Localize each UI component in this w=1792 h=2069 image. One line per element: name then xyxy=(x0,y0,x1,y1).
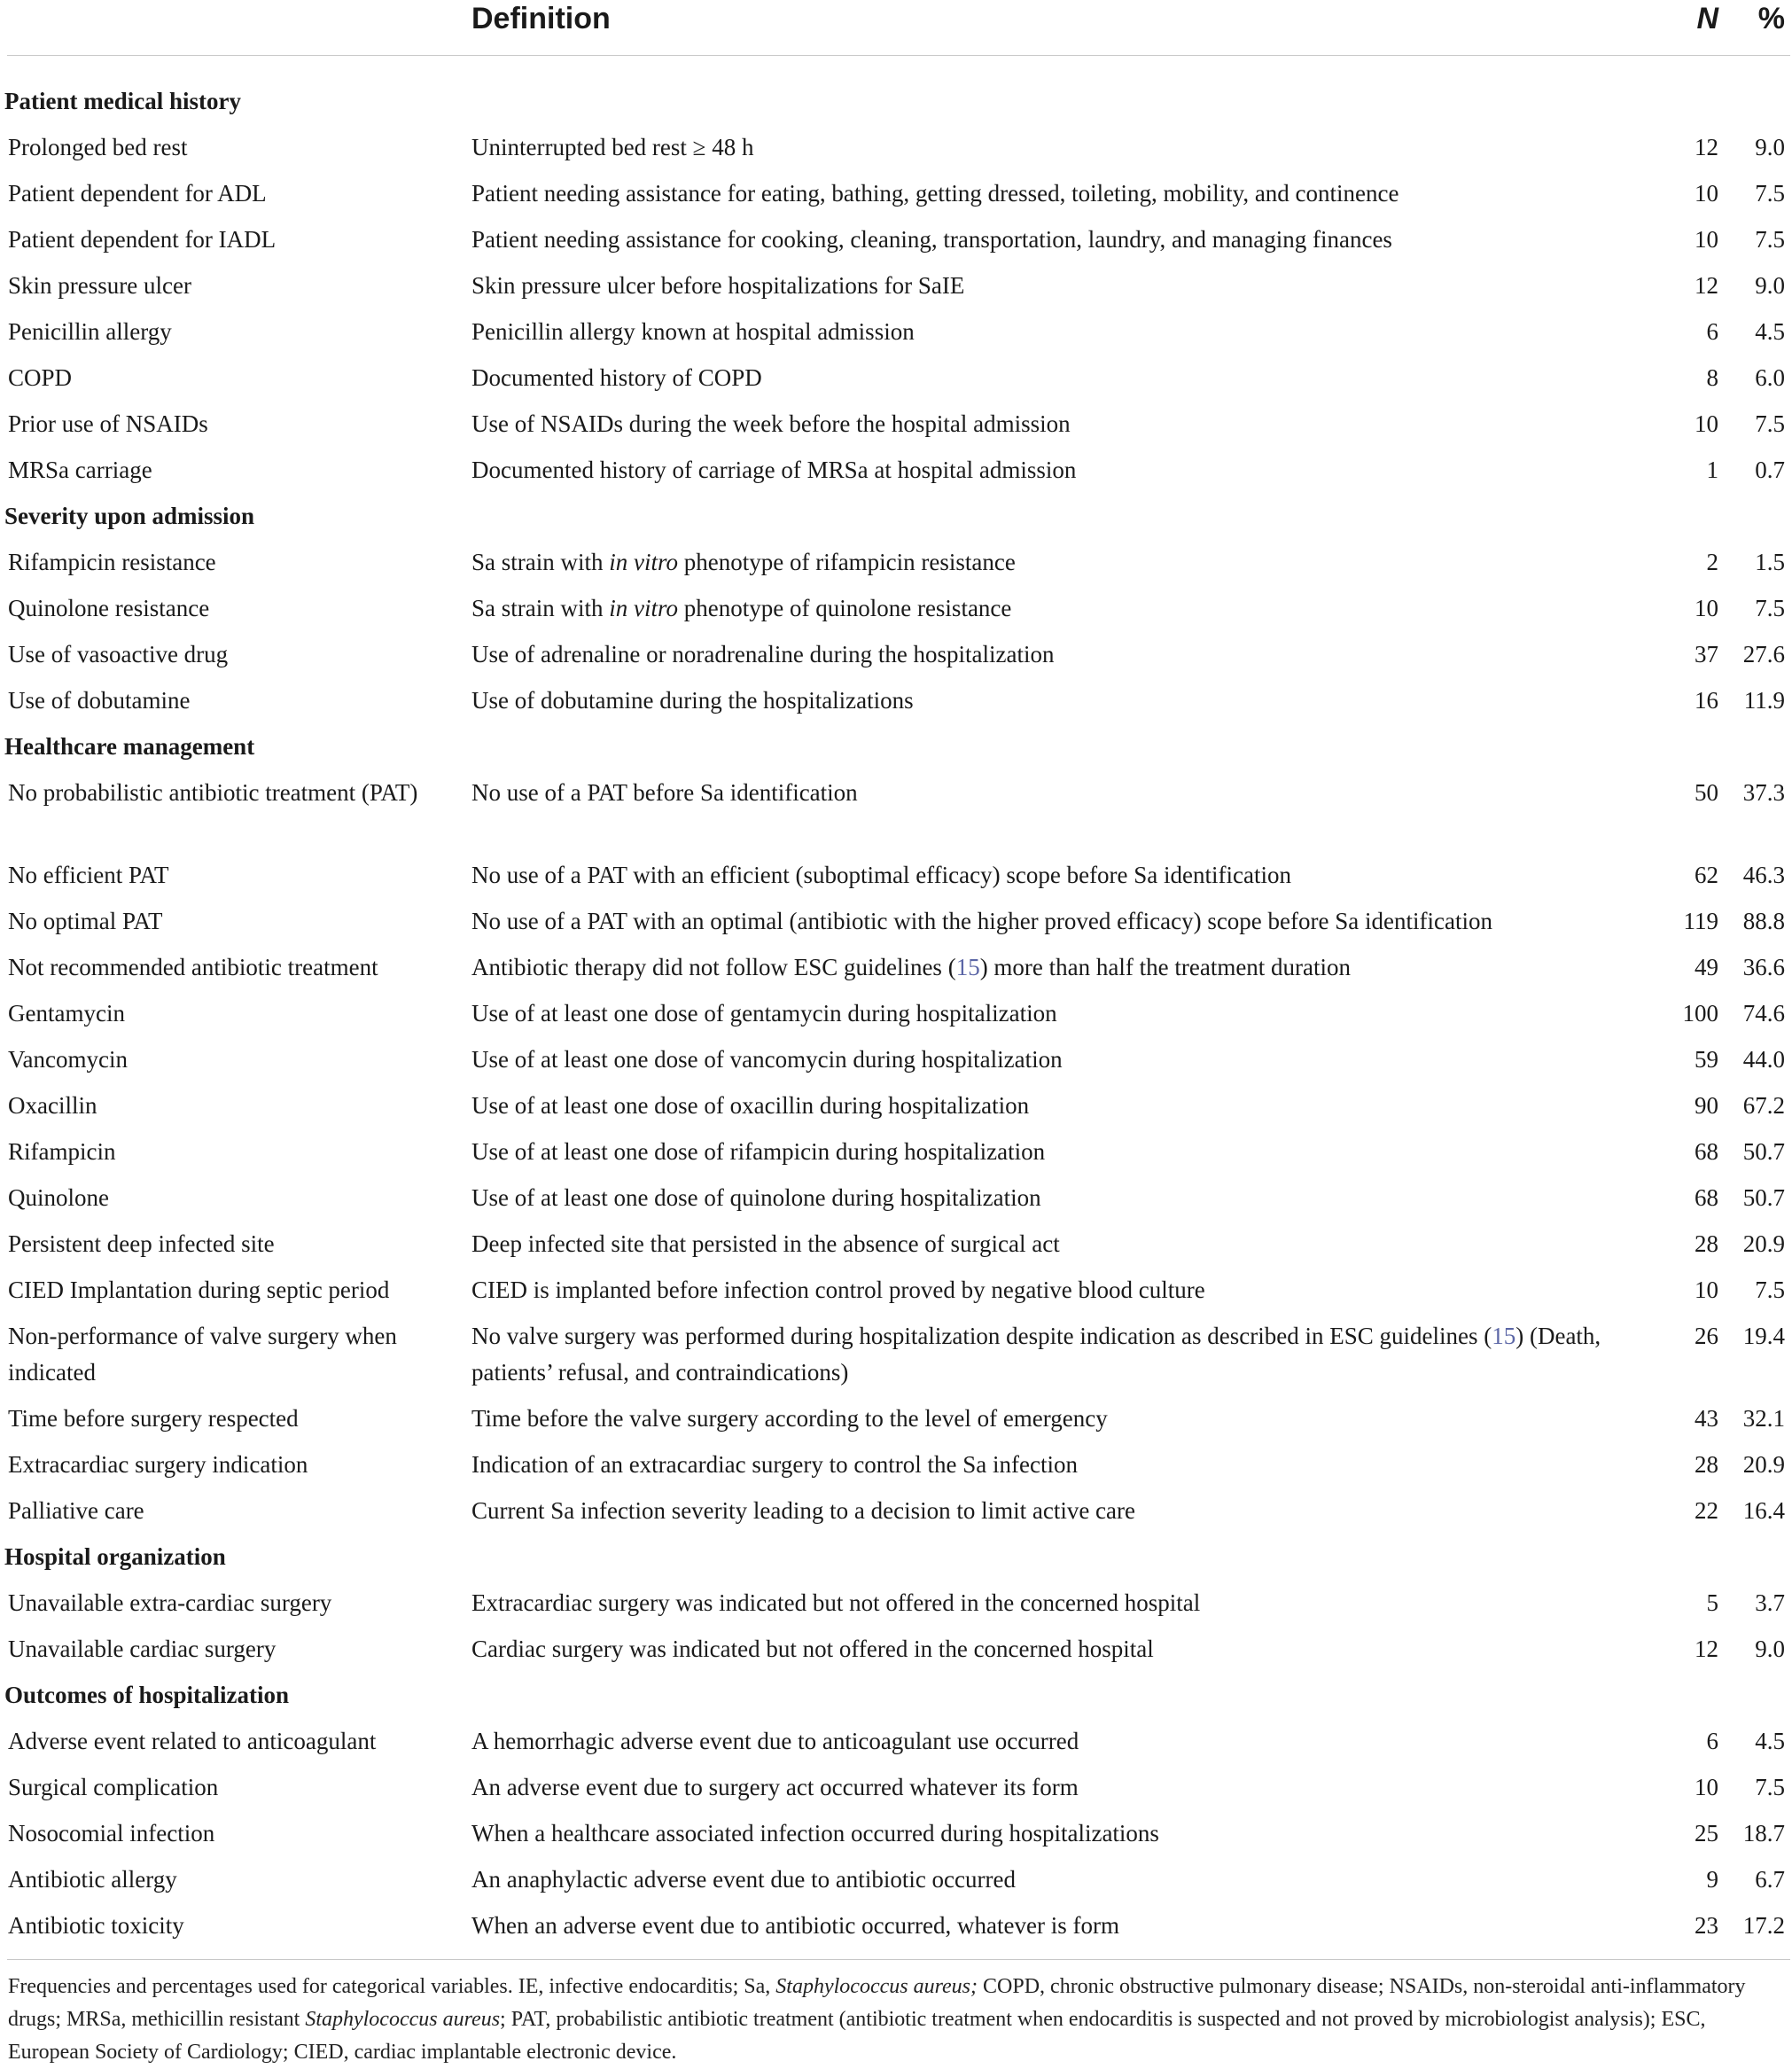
footnote-italic-1: Staphylococcus aureus; xyxy=(775,1975,978,1998)
row-percent: 27.6 xyxy=(1742,641,1785,668)
definition-italic: in vitro xyxy=(609,595,678,621)
row-percent: 6.0 xyxy=(1755,364,1785,391)
row-count: 10 xyxy=(1695,180,1718,207)
row-percent: 67.2 xyxy=(1742,1092,1785,1119)
footnote-text-3: ; PAT, probabilistic antibiotic treatment (antibiotic treatment when endocarditis is suspected and not proved by microbiologist analysis); ESC, European Society of Cardiology; CIED, cardiac implantable electronic device. xyxy=(8,2008,1706,2064)
row-definition: Indication of an extracardiac surgery to control the Sa infection xyxy=(471,1451,1078,1478)
section-header-row xyxy=(0,493,1792,539)
row-percent: 0.7 xyxy=(1755,457,1785,483)
table-row xyxy=(0,308,1792,355)
definition-text: phenotype of rifampicin resistance xyxy=(678,549,1016,575)
row-count: 2 xyxy=(1706,549,1718,575)
table-row xyxy=(0,216,1792,262)
row-count: 50 xyxy=(1695,779,1718,806)
row-label: Unavailable cardiac surgery xyxy=(8,1636,277,1662)
table-row xyxy=(0,1856,1792,1902)
definition-text: ) more than half the treatment duration xyxy=(979,954,1352,980)
table-row xyxy=(0,539,1792,585)
row-count: 49 xyxy=(1695,954,1718,980)
row-definition: Deep infected site that persisted in the absence of surgical act xyxy=(471,1230,1060,1257)
section-header-row xyxy=(0,1534,1792,1580)
row-label: Prior use of NSAIDs xyxy=(8,410,208,437)
row-percent: 9.0 xyxy=(1755,134,1785,160)
row-percent: 88.8 xyxy=(1742,908,1785,934)
row-definition: Documented history of carriage of MRSa at hospital admission xyxy=(471,457,1077,483)
row-label: MRSa carriage xyxy=(8,457,152,483)
row-definition: Use of at least one dose of rifampicin during hospitalization xyxy=(471,1138,1046,1165)
row-count: 62 xyxy=(1695,862,1718,888)
row-percent: 3.7 xyxy=(1755,1589,1785,1616)
section-header-row xyxy=(0,723,1792,769)
row-count: 28 xyxy=(1695,1230,1718,1257)
row-percent: 16.4 xyxy=(1742,1497,1785,1524)
row-percent: 36.6 xyxy=(1742,954,1785,980)
row-label: Quinolone resistance xyxy=(8,595,210,621)
row-definition: Penicillin allergy known at hospital admission xyxy=(471,318,915,345)
row-label: COPD xyxy=(8,364,73,391)
definition-text: Sa strain with xyxy=(471,595,610,621)
table-row xyxy=(0,1441,1792,1487)
row-percent: 17.2 xyxy=(1742,1912,1785,1939)
header-percent: % xyxy=(1757,2,1785,35)
row-definition: Use of NSAIDs during the week before the hospital admission xyxy=(471,410,1071,437)
table-row xyxy=(0,990,1792,1036)
table-row xyxy=(0,1082,1792,1128)
row-definition: When an adverse event due to antibiotic occurred, whatever is form xyxy=(471,1912,1119,1939)
row-definition: No use of a PAT with an efficient (suboptimal efficacy) scope before Sa identification xyxy=(471,862,1291,888)
row-count: 16 xyxy=(1695,687,1718,714)
row-label: Patient dependent for IADL xyxy=(8,226,277,253)
table-row xyxy=(0,1395,1792,1441)
row-label: Persistent deep infected site xyxy=(8,1230,275,1257)
table-row xyxy=(0,898,1792,944)
table-row xyxy=(0,1626,1792,1672)
row-definition: An adverse event due to surgery act occurred whatever its form xyxy=(471,1774,1079,1800)
row-label: Unavailable extra-cardiac surgery xyxy=(8,1589,332,1616)
table-row xyxy=(0,170,1792,216)
row-definition xyxy=(471,949,1624,986)
footer-rule xyxy=(7,1959,1790,1960)
row-count: 6 xyxy=(1706,1728,1718,1754)
table-row xyxy=(0,1810,1792,1856)
row-count: 5 xyxy=(1706,1589,1718,1616)
row-percent: 7.5 xyxy=(1755,595,1785,621)
row-definition: Use of at least one dose of oxacillin during hospitalization xyxy=(471,1092,1030,1119)
table-row xyxy=(0,1313,1792,1395)
row-count: 119 xyxy=(1683,908,1718,934)
row-percent: 11.9 xyxy=(1743,687,1785,714)
table-header xyxy=(0,0,1792,55)
row-label: Rifampicin xyxy=(8,1138,116,1165)
row-label: Use of vasoactive drug xyxy=(8,641,229,668)
definition-text: ) (Death, patients’ refusal, and contraindications) xyxy=(471,1323,1601,1386)
row-label: Penicillin allergy xyxy=(8,318,172,345)
row-label: Extracardiac surgery indication xyxy=(8,1451,308,1478)
row-count: 9 xyxy=(1706,1866,1718,1893)
table-row xyxy=(0,769,1792,852)
row-definition: An anaphylactic adverse event due to antibiotic occurred xyxy=(471,1866,1016,1893)
row-label: Not recommended antibiotic treatment xyxy=(8,954,378,980)
row-percent: 20.9 xyxy=(1742,1451,1785,1478)
table-row xyxy=(0,631,1792,677)
footnote-italic-2: Staphylococcus aureus xyxy=(305,2008,501,2031)
table-row xyxy=(0,447,1792,493)
definition-text: phenotype of quinolone resistance xyxy=(678,595,1012,621)
row-count: 10 xyxy=(1695,1277,1718,1303)
row-definition: Patient needing assistance for cooking, cleaning, transportation, laundry, and managing finances xyxy=(471,226,1392,253)
row-definition xyxy=(471,590,1624,627)
row-definition: Time before the valve surgery according to the level of emergency xyxy=(471,1405,1108,1432)
table-row xyxy=(0,944,1792,990)
table-row xyxy=(0,585,1792,631)
header-rule xyxy=(7,55,1790,56)
table-row xyxy=(0,1267,1792,1313)
row-definition: CIED is implanted before infection control proved by negative blood culture xyxy=(471,1277,1205,1303)
section-title: Outcomes of hospitalization xyxy=(4,1682,289,1708)
table-row xyxy=(0,677,1792,723)
row-percent: 50.7 xyxy=(1742,1138,1785,1165)
row-definition: No use of a PAT with an optimal (antibiotic with the higher proved efficacy) scope before Sa identification xyxy=(471,908,1492,934)
row-count: 10 xyxy=(1695,1774,1718,1800)
table-footnote xyxy=(8,1971,1786,2069)
row-definition: Use of at least one dose of quinolone during hospitalization xyxy=(471,1184,1041,1211)
row-label: Prolonged bed rest xyxy=(8,134,188,160)
row-definition: When a healthcare associated infection occurred during hospitalizations xyxy=(471,1820,1159,1846)
definition-text: No valve surgery was performed during hospitalization despite indication as described in ESC guidelines ( xyxy=(471,1323,1492,1349)
row-label: Surgical complication xyxy=(8,1774,219,1800)
table-row xyxy=(0,1175,1792,1221)
row-label: Non-performance of valve surgery when indicated xyxy=(8,1323,397,1386)
row-percent: 7.5 xyxy=(1755,180,1785,207)
table-row xyxy=(0,852,1792,898)
row-count: 68 xyxy=(1695,1184,1718,1211)
footnote-text-1: Frequencies and percentages used for categorical variables. IE, infective endocarditis; Sa, xyxy=(8,1975,776,1998)
row-definition xyxy=(471,544,1624,581)
row-label: Gentamycin xyxy=(8,1000,125,1027)
row-count: 6 xyxy=(1706,318,1718,345)
header-definition: Definition xyxy=(471,2,611,35)
row-definition: Cardiac surgery was indicated but not offered in the concerned hospital xyxy=(471,1636,1154,1662)
table-row xyxy=(0,1764,1792,1810)
row-count: 12 xyxy=(1695,272,1718,299)
table-row xyxy=(0,1902,1792,1948)
row-percent: 46.3 xyxy=(1742,862,1785,888)
row-definition: Use of dobutamine during the hospitalizations xyxy=(471,687,914,714)
section-title: Severity upon admission xyxy=(4,503,255,529)
reference-link: 15 xyxy=(955,954,980,980)
header-n: N xyxy=(1696,2,1718,35)
row-label: No optimal PAT xyxy=(8,908,163,934)
table-row xyxy=(0,262,1792,308)
definition-text: Sa strain with xyxy=(471,549,610,575)
row-count: 100 xyxy=(1682,1000,1718,1027)
row-percent: 37.3 xyxy=(1742,779,1785,806)
reference-link: 15 xyxy=(1492,1323,1516,1349)
row-percent: 50.7 xyxy=(1742,1184,1785,1211)
row-count: 8 xyxy=(1706,364,1718,391)
row-percent: 6.7 xyxy=(1755,1866,1785,1893)
row-percent: 74.6 xyxy=(1742,1000,1785,1027)
section-header-row xyxy=(0,78,1792,124)
table-row xyxy=(0,1221,1792,1267)
definition-text: Antibiotic therapy did not follow ESC guidelines ( xyxy=(471,954,956,980)
row-percent: 7.5 xyxy=(1755,226,1785,253)
row-percent: 7.5 xyxy=(1755,1774,1785,1800)
row-percent: 7.5 xyxy=(1755,410,1785,437)
row-percent: 44.0 xyxy=(1742,1046,1785,1073)
row-label: Quinolone xyxy=(8,1184,109,1211)
row-label: No probabilistic antibiotic treatment (PAT) xyxy=(8,779,418,806)
row-count: 37 xyxy=(1695,641,1718,668)
row-count: 43 xyxy=(1695,1405,1718,1432)
row-label: Time before surgery respected xyxy=(8,1405,299,1432)
table-row xyxy=(0,1487,1792,1534)
row-count: 59 xyxy=(1695,1046,1718,1073)
row-percent: 9.0 xyxy=(1755,1636,1785,1662)
row-definition: A hemorrhagic adverse event due to anticoagulant use occurred xyxy=(471,1728,1079,1754)
section-title: Healthcare management xyxy=(4,733,255,760)
row-label: No efficient PAT xyxy=(8,862,169,888)
row-count: 90 xyxy=(1695,1092,1718,1119)
row-count: 10 xyxy=(1695,410,1718,437)
row-percent: 32.1 xyxy=(1742,1405,1785,1432)
row-count: 22 xyxy=(1695,1497,1718,1524)
row-definition: Extracardiac surgery was indicated but not offered in the concerned hospital xyxy=(471,1589,1201,1616)
footnote-text-2: COPD, chronic obstructive pulmonary disease; NSAIDs, non-steroidal anti-inflammatory drugs; MRSa, methicillin resistant xyxy=(8,1975,1746,2031)
row-definition: Current Sa infection severity leading to a decision to limit active care xyxy=(471,1497,1135,1524)
row-percent: 9.0 xyxy=(1755,272,1785,299)
table-body xyxy=(0,78,1792,1948)
row-definition: Documented history of COPD xyxy=(471,364,762,391)
row-definition: Use of at least one dose of vancomycin during hospitalization xyxy=(471,1046,1063,1073)
row-definition: No use of a PAT before Sa identification xyxy=(471,779,858,806)
row-count: 68 xyxy=(1695,1138,1718,1165)
definition-italic: in vitro xyxy=(609,549,678,575)
row-percent: 19.4 xyxy=(1742,1323,1785,1349)
row-label: CIED Implantation during septic period xyxy=(8,1277,390,1303)
section-title: Patient medical history xyxy=(4,88,241,114)
row-count: 25 xyxy=(1695,1820,1718,1846)
table-row xyxy=(0,1718,1792,1764)
row-label: Use of dobutamine xyxy=(8,687,191,714)
row-definition: Skin pressure ulcer before hospitalizations for SaIE xyxy=(471,272,965,299)
row-count: 28 xyxy=(1695,1451,1718,1478)
row-label: Rifampicin resistance xyxy=(8,549,216,575)
table-row xyxy=(0,1128,1792,1175)
row-label: Antibiotic allergy xyxy=(8,1866,177,1893)
section-title: Hospital organization xyxy=(4,1543,226,1570)
row-percent: 1.5 xyxy=(1755,549,1785,575)
row-count: 12 xyxy=(1695,134,1718,160)
row-count: 10 xyxy=(1695,595,1718,621)
row-count: 26 xyxy=(1695,1323,1718,1349)
section-header-row xyxy=(0,1672,1792,1718)
row-label: Patient dependent for ADL xyxy=(8,180,267,207)
row-label: Palliative care xyxy=(8,1497,144,1524)
row-percent: 4.5 xyxy=(1755,1728,1785,1754)
row-label: Oxacillin xyxy=(8,1092,97,1119)
table-row xyxy=(0,1036,1792,1082)
row-percent: 7.5 xyxy=(1755,1277,1785,1303)
row-percent: 20.9 xyxy=(1742,1230,1785,1257)
table-row xyxy=(0,124,1792,170)
row-definition: Uninterrupted bed rest ≥ 48 h xyxy=(471,134,754,160)
table-row xyxy=(0,355,1792,401)
row-label: Skin pressure ulcer xyxy=(8,272,191,299)
row-definition: Use of adrenaline or noradrenaline during the hospitalization xyxy=(471,641,1055,668)
row-percent: 18.7 xyxy=(1742,1820,1785,1846)
row-count: 1 xyxy=(1706,457,1718,483)
row-definition xyxy=(471,1318,1624,1391)
row-definition: Use of at least one dose of gentamycin during hospitalization xyxy=(471,1000,1057,1027)
row-count: 23 xyxy=(1695,1912,1718,1939)
row-label: Antibiotic toxicity xyxy=(8,1912,184,1939)
row-count: 12 xyxy=(1695,1636,1718,1662)
table-row xyxy=(0,1580,1792,1626)
row-label: Nosocomial infection xyxy=(8,1820,215,1846)
row-percent: 4.5 xyxy=(1755,318,1785,345)
table-row xyxy=(0,401,1792,447)
row-label: Vancomycin xyxy=(8,1046,128,1073)
row-count: 10 xyxy=(1695,226,1718,253)
row-label: Adverse event related to anticoagulant xyxy=(8,1728,377,1754)
row-definition: Patient needing assistance for eating, bathing, getting dressed, toileting, mobility, and continence xyxy=(471,180,1399,207)
